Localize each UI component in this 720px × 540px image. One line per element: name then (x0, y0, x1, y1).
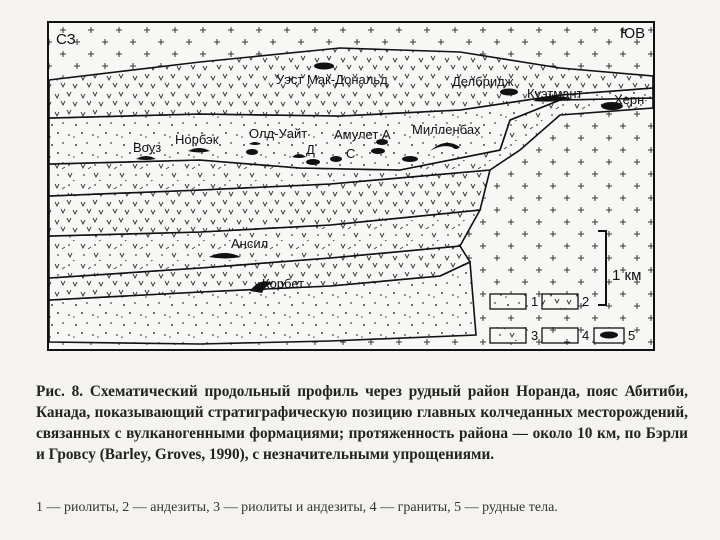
label-corbet: Корбет (262, 276, 305, 291)
label-quemont: Куэтмант (527, 86, 583, 101)
ore-body-amulet-a-3 (402, 156, 418, 162)
legend-number-1: 1 (531, 294, 539, 309)
legend-swatch-2 (542, 294, 578, 309)
corner-label-northwest: СЗ (56, 31, 76, 48)
ore-body-delbridge (500, 89, 518, 96)
legend-number-2: 2 (582, 294, 590, 309)
corner-label-southeast: ЮВ (620, 25, 646, 42)
legend-number-4: 4 (582, 328, 590, 343)
legend-swatch-1 (490, 294, 526, 309)
label-west-macdonald: Уэст Мак-Дональд (276, 72, 388, 87)
legend-explanation: 1 — риолиты, 2 — андезиты, 3 — риолиты и андезиты, 4 — граниты, 5 — рудные тела. (36, 500, 558, 515)
ore-body-amulet-a-1 (371, 148, 385, 154)
label-horne: Херн (614, 92, 645, 107)
label-ansil: Ансил (231, 236, 269, 251)
label-delbridge: Делбридж (452, 74, 514, 89)
legend-number-3: 3 (531, 328, 539, 343)
legend-swatch-4 (542, 328, 578, 343)
label-c: С (346, 146, 356, 161)
label-vauze: Воуз (133, 140, 162, 155)
label-d: Д (306, 142, 315, 157)
ore-body-old-waite-a (246, 149, 258, 155)
label-amulet-a: Амулет А (334, 127, 391, 142)
ore-body-west-macdonald (314, 63, 334, 70)
legend-ore-body-symbol (600, 332, 618, 339)
legend-swatch-3 (490, 328, 526, 343)
ore-body-d-lower (306, 159, 320, 165)
label-millenbach: Милленбах (412, 122, 481, 137)
label-old-waite: Олд-Уайт (249, 126, 308, 141)
figure-caption: Рис. 8. Схематический продольный профиль через рудный район Норанда, пояс Абитиби, Канада, показывающий стратиграфическую позицию главных колчеданных месторождений, связанных с вулканогенными формациями; протяженность района — около 10 км, по Бэрли и Гровсу (Barley, Groves, 1990), с незначительными упрощениями. (36, 383, 688, 463)
ore-body-c (330, 156, 342, 162)
label-norbec: Норбэк (175, 132, 219, 147)
scale-bar-label: 1 км (612, 267, 642, 284)
legend-number-5: 5 (628, 328, 636, 343)
